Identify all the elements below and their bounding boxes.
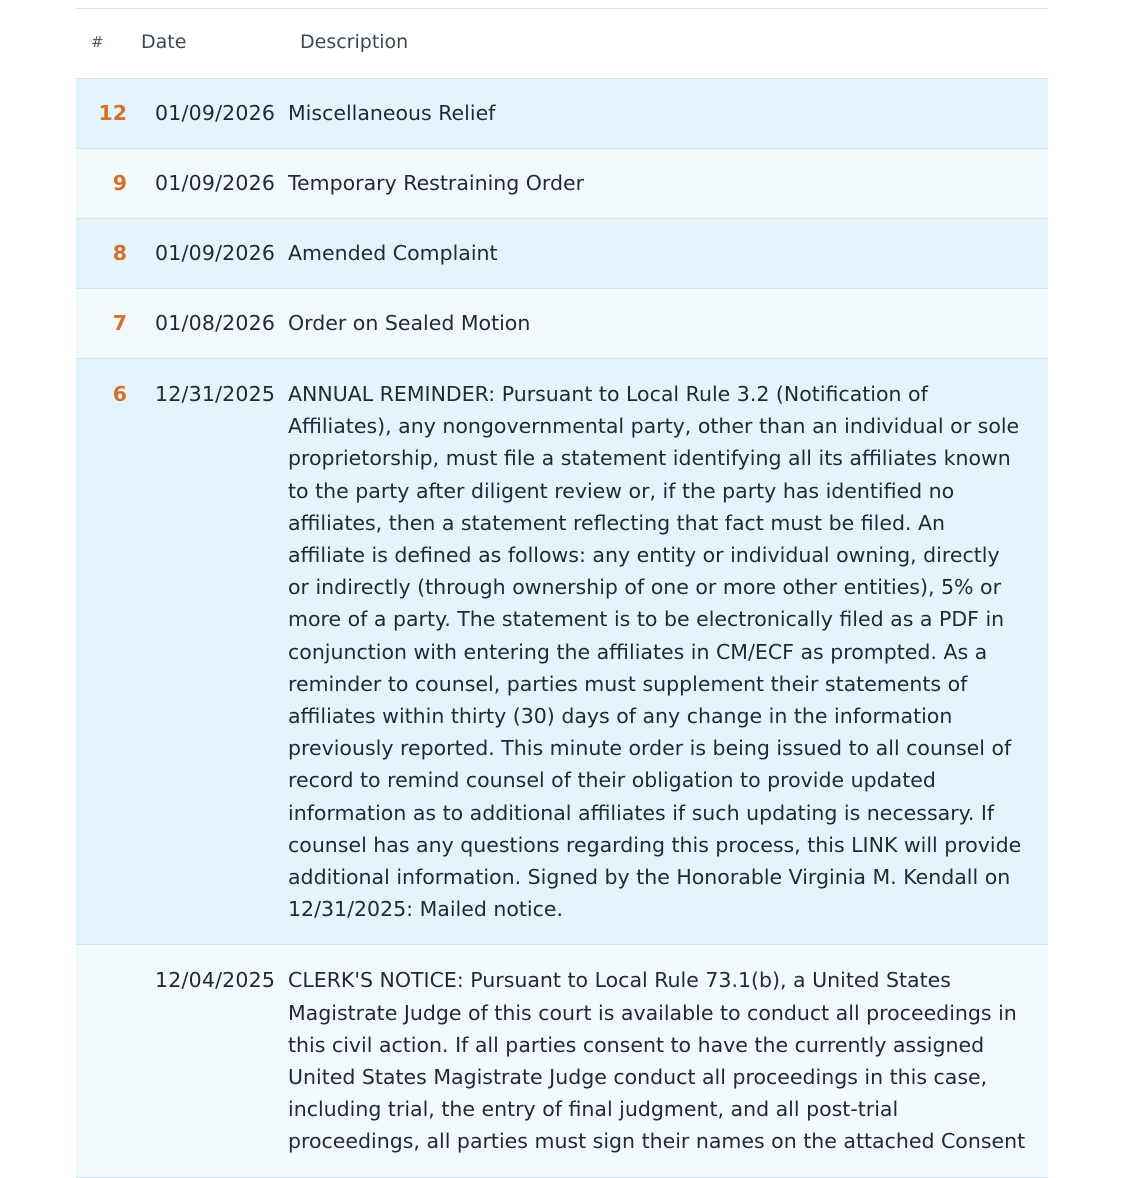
entry-date: 01/09/2026 <box>155 241 276 266</box>
table-row[interactable] <box>76 359 1048 945</box>
entry-description: CLERK'S NOTICE: Pursuant to Local Rule 73.1(b), a United States Magistrate Judge of this court is available to conduct all proceedings in this civil action. If all parties consent to have the currently assigned United States Magistrate Judge conduct all proceedings in this case, including trial, the entry of final judgment, and all post-trial proceedings, all parties must sign their names on the attached Consent <box>288 968 1026 1154</box>
entry-date: 01/08/2026 <box>155 311 276 336</box>
entry-date: 01/09/2026 <box>155 101 276 126</box>
header-date: Date <box>141 31 187 53</box>
table-row[interactable] <box>76 945 1048 1177</box>
entry-description: Miscellaneous Relief <box>288 101 496 126</box>
entry-number[interactable]: 8 <box>112 241 127 266</box>
entry-number[interactable]: 7 <box>112 311 127 336</box>
table-row[interactable] <box>76 289 1048 359</box>
entry-date: 12/04/2025 <box>155 968 276 993</box>
entry-description: Order on Sealed Motion <box>288 311 531 336</box>
table-header <box>76 9 1048 79</box>
table-row[interactable] <box>76 149 1048 219</box>
docket-table <box>76 8 1048 1178</box>
entry-number[interactable]: 9 <box>112 171 127 196</box>
table-row[interactable] <box>76 79 1048 149</box>
entry-number[interactable]: 6 <box>112 382 127 406</box>
header-number: # <box>91 33 104 51</box>
entry-description: Temporary Restraining Order <box>288 171 585 196</box>
entry-number[interactable]: 12 <box>98 101 127 126</box>
header-description: Description <box>300 31 409 53</box>
entry-date: 12/31/2025 <box>155 382 276 406</box>
entry-description: Amended Complaint <box>288 241 498 266</box>
table-row[interactable] <box>76 219 1048 289</box>
entry-date: 01/09/2026 <box>155 171 276 196</box>
entry-description: ANNUAL REMINDER: Pursuant to Local Rule 3.2 (Notification of Affiliates), any nongovernmental party, other than an individual or sole proprietorship, must file a statement identifying all its affiliates known to the party after diligent review or, if the party has identified no affiliates, then a statement reflecting that fact must be filed. An affiliate is defined as follows: any entity or individual owning, directly or indirectly (through ownership of one or more other entities), 5% or more of a party. The statement is to be electronically filed as a PDF in conjunction with entering the affiliates in CM/ECF as prompted. As a reminder to counsel, parties must supplement their statements of affiliates within thirty (30) days of any change in the information previously reported. This minute order is being issued to all counsel of record to remind counsel of their obligation to provide updated information as to additional affiliates if such updating is necessary. If counsel has any questions regarding this process, this LINK will provide additional information. Signed by the Honorable Virginia M. Kendall on 12/31/2025: Mailed notice. <box>288 382 1022 922</box>
